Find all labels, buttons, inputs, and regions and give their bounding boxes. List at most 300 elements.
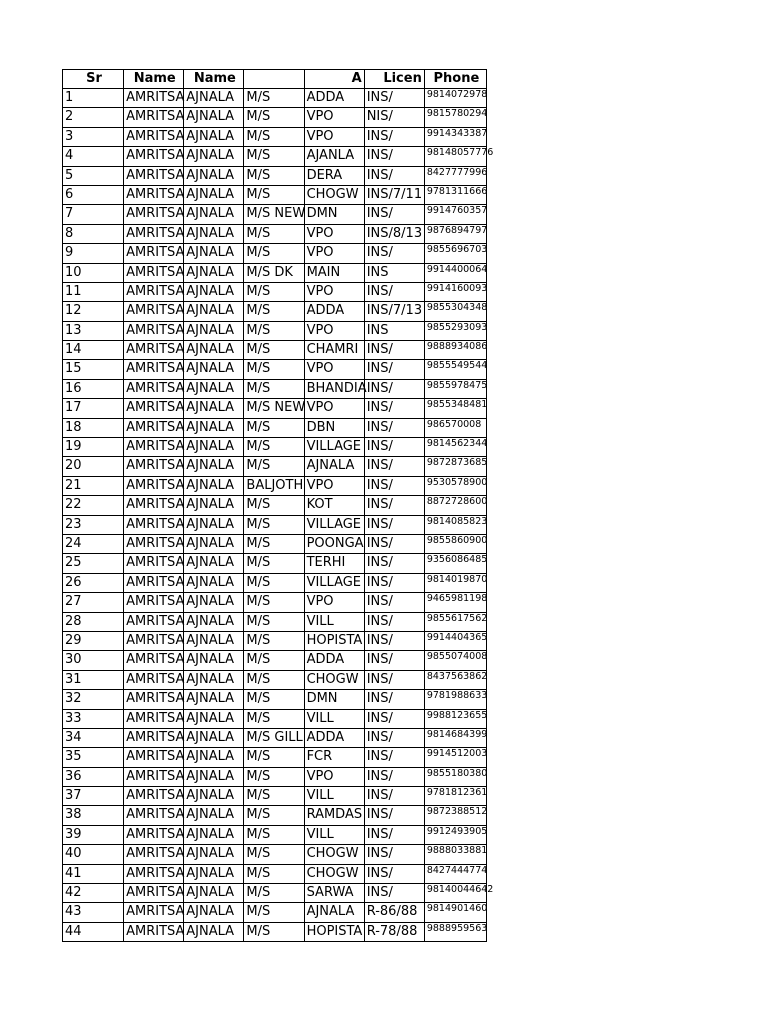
cell-firm: M/S bbox=[244, 302, 304, 321]
cell-phone: 9465981198 bbox=[424, 593, 486, 612]
cell-sr: 16 bbox=[63, 379, 124, 398]
cell-firm: M/S bbox=[244, 922, 304, 941]
cell-phone: 9781988633 bbox=[424, 690, 486, 709]
cell-phone: 9914760357 bbox=[424, 205, 486, 224]
cell-sr: 25 bbox=[63, 554, 124, 573]
cell-licence: R-78/88 bbox=[364, 922, 424, 941]
cell-block: AJNALA bbox=[184, 670, 244, 689]
cell-block: AJNALA bbox=[184, 690, 244, 709]
cell-district: AMRITSA bbox=[124, 341, 184, 360]
cell-licence: R-86/88 bbox=[364, 903, 424, 922]
table-row bbox=[63, 554, 487, 573]
cell-phone: 9888959563 bbox=[424, 922, 486, 941]
cell-block: AJNALA bbox=[184, 127, 244, 146]
table-row bbox=[63, 302, 487, 321]
cell-district: AMRITSA bbox=[124, 321, 184, 340]
cell-licence: INS/ bbox=[364, 884, 424, 903]
cell-licence: INS/8/13 bbox=[364, 224, 424, 243]
cell-block: AJNALA bbox=[184, 244, 244, 263]
cell-firm: M/S bbox=[244, 418, 304, 437]
cell-district: AMRITSA bbox=[124, 612, 184, 631]
cell-district: AMRITSA bbox=[124, 166, 184, 185]
cell-licence: INS/ bbox=[364, 127, 424, 146]
cell-firm: M/S bbox=[244, 903, 304, 922]
cell-district: AMRITSA bbox=[124, 922, 184, 941]
cell-sr: 28 bbox=[63, 612, 124, 631]
cell-firm: M/S bbox=[244, 496, 304, 515]
cell-phone: 9855074008 bbox=[424, 651, 486, 670]
cell-phone: 9914343387 bbox=[424, 127, 486, 146]
cell-block: AJNALA bbox=[184, 476, 244, 495]
cell-sr: 6 bbox=[63, 185, 124, 204]
cell-address: ADDA bbox=[304, 302, 364, 321]
header-firm bbox=[244, 70, 304, 89]
cell-licence: INS/ bbox=[364, 496, 424, 515]
cell-address: VILLAGE bbox=[304, 515, 364, 534]
cell-address: POONGA bbox=[304, 534, 364, 553]
cell-phone: 9781311666 bbox=[424, 185, 486, 204]
table-row bbox=[63, 321, 487, 340]
cell-phone: 9855304348 bbox=[424, 302, 486, 321]
cell-district: AMRITSA bbox=[124, 845, 184, 864]
cell-firm: M/S bbox=[244, 379, 304, 398]
cell-block: AJNALA bbox=[184, 205, 244, 224]
cell-firm: M/S bbox=[244, 806, 304, 825]
cell-address: DMN bbox=[304, 205, 364, 224]
cell-block: AJNALA bbox=[184, 418, 244, 437]
cell-address: VPO bbox=[304, 767, 364, 786]
cell-block: AJNALA bbox=[184, 922, 244, 941]
cell-block: AJNALA bbox=[184, 185, 244, 204]
cell-district: AMRITSA bbox=[124, 825, 184, 844]
header-name-block: Name bbox=[184, 70, 244, 89]
cell-address: VILL bbox=[304, 612, 364, 631]
cell-address: VPO bbox=[304, 321, 364, 340]
cell-block: AJNALA bbox=[184, 534, 244, 553]
cell-licence: INS/ bbox=[364, 244, 424, 263]
cell-firm: M/S bbox=[244, 593, 304, 612]
cell-block: AJNALA bbox=[184, 147, 244, 166]
table-row bbox=[63, 709, 487, 728]
cell-licence: INS/ bbox=[364, 845, 424, 864]
cell-licence: INS/ bbox=[364, 438, 424, 457]
cell-licence: INS/ bbox=[364, 631, 424, 650]
table-row bbox=[63, 787, 487, 806]
cell-sr: 29 bbox=[63, 631, 124, 650]
cell-sr: 44 bbox=[63, 922, 124, 941]
table-row bbox=[63, 341, 487, 360]
cell-phone: 9814562344 bbox=[424, 438, 486, 457]
table-row bbox=[63, 418, 487, 437]
cell-block: AJNALA bbox=[184, 884, 244, 903]
header-name-district: Name bbox=[124, 70, 184, 89]
table-row bbox=[63, 631, 487, 650]
cell-licence: INS/ bbox=[364, 360, 424, 379]
cell-firm: M/S bbox=[244, 864, 304, 883]
cell-licence: INS/ bbox=[364, 651, 424, 670]
cell-address: HOPISTA bbox=[304, 922, 364, 941]
cell-district: AMRITSA bbox=[124, 631, 184, 650]
table-row bbox=[63, 593, 487, 612]
cell-licence: INS/ bbox=[364, 341, 424, 360]
cell-address: DMN bbox=[304, 690, 364, 709]
cell-firm: M/S bbox=[244, 884, 304, 903]
cell-address: RAMDAS bbox=[304, 806, 364, 825]
cell-address: CHAMRI bbox=[304, 341, 364, 360]
cell-licence: INS/ bbox=[364, 612, 424, 631]
cell-address: ADDA bbox=[304, 89, 364, 108]
cell-firm: M/S bbox=[244, 185, 304, 204]
table-row bbox=[63, 515, 487, 534]
cell-district: AMRITSA bbox=[124, 438, 184, 457]
cell-phone: 9855696703 bbox=[424, 244, 486, 263]
cell-address: VPO bbox=[304, 399, 364, 418]
cell-phone: 9876894797 bbox=[424, 224, 486, 243]
cell-firm: M/S bbox=[244, 748, 304, 767]
cell-phone: 98140044642 bbox=[424, 884, 486, 903]
cell-sr: 19 bbox=[63, 438, 124, 457]
cell-sr: 27 bbox=[63, 593, 124, 612]
cell-phone: 9855978475 bbox=[424, 379, 486, 398]
cell-address: KOT bbox=[304, 496, 364, 515]
header-address: A bbox=[304, 70, 364, 89]
cell-firm: M/S bbox=[244, 554, 304, 573]
cell-address: HOPISTA bbox=[304, 631, 364, 650]
cell-block: AJNALA bbox=[184, 302, 244, 321]
table-row bbox=[63, 690, 487, 709]
cell-district: AMRITSA bbox=[124, 360, 184, 379]
cell-firm: M/S NEW bbox=[244, 399, 304, 418]
cell-district: AMRITSA bbox=[124, 89, 184, 108]
cell-block: AJNALA bbox=[184, 399, 244, 418]
cell-district: AMRITSA bbox=[124, 573, 184, 592]
cell-licence: INS/ bbox=[364, 399, 424, 418]
cell-district: AMRITSA bbox=[124, 670, 184, 689]
cell-phone: 8872728600 bbox=[424, 496, 486, 515]
cell-district: AMRITSA bbox=[124, 534, 184, 553]
cell-firm: M/S bbox=[244, 321, 304, 340]
cell-district: AMRITSA bbox=[124, 418, 184, 437]
cell-firm: M/S bbox=[244, 690, 304, 709]
cell-sr: 12 bbox=[63, 302, 124, 321]
table-row bbox=[63, 496, 487, 515]
cell-sr: 39 bbox=[63, 825, 124, 844]
cell-firm: M/S bbox=[244, 147, 304, 166]
cell-sr: 11 bbox=[63, 282, 124, 301]
cell-sr: 20 bbox=[63, 457, 124, 476]
cell-address: VILL bbox=[304, 825, 364, 844]
cell-district: AMRITSA bbox=[124, 399, 184, 418]
cell-firm: M/S bbox=[244, 89, 304, 108]
table-row bbox=[63, 360, 487, 379]
cell-sr: 26 bbox=[63, 573, 124, 592]
cell-sr: 43 bbox=[63, 903, 124, 922]
cell-licence: INS/ bbox=[364, 670, 424, 689]
cell-firm: M/S bbox=[244, 612, 304, 631]
cell-address: VPO bbox=[304, 224, 364, 243]
cell-address: TERHI bbox=[304, 554, 364, 573]
cell-address: DERA bbox=[304, 166, 364, 185]
cell-sr: 42 bbox=[63, 884, 124, 903]
cell-district: AMRITSA bbox=[124, 205, 184, 224]
cell-licence: INS/ bbox=[364, 787, 424, 806]
cell-firm: M/S bbox=[244, 534, 304, 553]
cell-address: VPO bbox=[304, 360, 364, 379]
cell-sr: 32 bbox=[63, 690, 124, 709]
cell-licence: INS/ bbox=[364, 573, 424, 592]
cell-district: AMRITSA bbox=[124, 864, 184, 883]
cell-licence: INS/ bbox=[364, 593, 424, 612]
cell-address: DBN bbox=[304, 418, 364, 437]
cell-block: AJNALA bbox=[184, 263, 244, 282]
cell-phone: 9855549544 bbox=[424, 360, 486, 379]
cell-licence: INS/ bbox=[364, 476, 424, 495]
table-row bbox=[63, 903, 487, 922]
cell-phone: 9814085823 bbox=[424, 515, 486, 534]
cell-phone: 9888033881 bbox=[424, 845, 486, 864]
cell-firm: M/S bbox=[244, 224, 304, 243]
table-row bbox=[63, 205, 487, 224]
cell-block: AJNALA bbox=[184, 787, 244, 806]
table-row bbox=[63, 282, 487, 301]
table-row bbox=[63, 399, 487, 418]
cell-phone: 9530578900 bbox=[424, 476, 486, 495]
cell-licence: INS/7/11 bbox=[364, 185, 424, 204]
cell-address: VPO bbox=[304, 593, 364, 612]
cell-block: AJNALA bbox=[184, 89, 244, 108]
cell-firm: M/S bbox=[244, 651, 304, 670]
cell-phone: 9855293093 bbox=[424, 321, 486, 340]
cell-address: AJNALA bbox=[304, 903, 364, 922]
cell-sr: 24 bbox=[63, 534, 124, 553]
cell-block: AJNALA bbox=[184, 554, 244, 573]
cell-district: AMRITSA bbox=[124, 108, 184, 127]
cell-address: BHANDIA bbox=[304, 379, 364, 398]
table-row bbox=[63, 185, 487, 204]
table-row bbox=[63, 224, 487, 243]
cell-district: AMRITSA bbox=[124, 224, 184, 243]
header-phone: Phone bbox=[424, 70, 486, 89]
cell-block: AJNALA bbox=[184, 224, 244, 243]
cell-firm: M/S bbox=[244, 515, 304, 534]
table-row bbox=[63, 89, 487, 108]
cell-licence: INS/ bbox=[364, 282, 424, 301]
spreadsheet bbox=[62, 69, 494, 942]
cell-block: AJNALA bbox=[184, 108, 244, 127]
cell-licence: INS/ bbox=[364, 709, 424, 728]
cell-firm: M/S bbox=[244, 360, 304, 379]
cell-address: VPO bbox=[304, 282, 364, 301]
cell-district: AMRITSA bbox=[124, 709, 184, 728]
cell-firm: M/S bbox=[244, 341, 304, 360]
cell-block: AJNALA bbox=[184, 845, 244, 864]
table-row bbox=[63, 884, 487, 903]
cell-licence: INS/ bbox=[364, 690, 424, 709]
cell-block: AJNALA bbox=[184, 321, 244, 340]
cell-block: AJNALA bbox=[184, 341, 244, 360]
cell-phone: 9781812361 bbox=[424, 787, 486, 806]
table-row bbox=[63, 438, 487, 457]
cell-licence: INS/ bbox=[364, 728, 424, 747]
cell-block: AJNALA bbox=[184, 282, 244, 301]
table-row bbox=[63, 263, 487, 282]
cell-block: AJNALA bbox=[184, 593, 244, 612]
cell-licence: INS bbox=[364, 263, 424, 282]
cell-district: AMRITSA bbox=[124, 593, 184, 612]
cell-phone: 9914160093 bbox=[424, 282, 486, 301]
table-row bbox=[63, 457, 487, 476]
cell-district: AMRITSA bbox=[124, 147, 184, 166]
cell-firm: M/S bbox=[244, 767, 304, 786]
cell-sr: 40 bbox=[63, 845, 124, 864]
table-row bbox=[63, 670, 487, 689]
cell-address: VILL bbox=[304, 709, 364, 728]
table-row bbox=[63, 147, 487, 166]
cell-sr: 33 bbox=[63, 709, 124, 728]
cell-phone: 9912493905 bbox=[424, 825, 486, 844]
cell-firm: BALJOTH bbox=[244, 476, 304, 495]
table-row bbox=[63, 922, 487, 941]
cell-licence: INS/ bbox=[364, 147, 424, 166]
table-row bbox=[63, 864, 487, 883]
cell-phone: 8437563862 bbox=[424, 670, 486, 689]
cell-district: AMRITSA bbox=[124, 728, 184, 747]
cell-licence: INS/ bbox=[364, 806, 424, 825]
cell-address: AJNALA bbox=[304, 457, 364, 476]
cell-address: FCR bbox=[304, 748, 364, 767]
cell-district: AMRITSA bbox=[124, 884, 184, 903]
cell-district: AMRITSA bbox=[124, 767, 184, 786]
cell-district: AMRITSA bbox=[124, 806, 184, 825]
cell-district: AMRITSA bbox=[124, 185, 184, 204]
cell-firm: M/S bbox=[244, 282, 304, 301]
cell-block: AJNALA bbox=[184, 767, 244, 786]
cell-block: AJNALA bbox=[184, 438, 244, 457]
cell-block: AJNALA bbox=[184, 496, 244, 515]
cell-licence: INS/ bbox=[364, 825, 424, 844]
cell-district: AMRITSA bbox=[124, 496, 184, 515]
cell-sr: 8 bbox=[63, 224, 124, 243]
cell-licence: INS/ bbox=[364, 205, 424, 224]
table-row bbox=[63, 651, 487, 670]
cell-phone: 9814684399 bbox=[424, 728, 486, 747]
cell-block: AJNALA bbox=[184, 864, 244, 883]
table-row bbox=[63, 127, 487, 146]
cell-licence: INS/ bbox=[364, 515, 424, 534]
cell-block: AJNALA bbox=[184, 806, 244, 825]
cell-phone: 9888934086 bbox=[424, 341, 486, 360]
header-row bbox=[63, 70, 487, 89]
cell-firm: M/S bbox=[244, 108, 304, 127]
cell-address: SARWA bbox=[304, 884, 364, 903]
cell-sr: 23 bbox=[63, 515, 124, 534]
cell-block: AJNALA bbox=[184, 631, 244, 650]
cell-licence: NIS/ bbox=[364, 108, 424, 127]
cell-district: AMRITSA bbox=[124, 244, 184, 263]
cell-address: VPO bbox=[304, 244, 364, 263]
cell-district: AMRITSA bbox=[124, 554, 184, 573]
cell-address: CHOGW bbox=[304, 670, 364, 689]
cell-sr: 38 bbox=[63, 806, 124, 825]
cell-district: AMRITSA bbox=[124, 263, 184, 282]
cell-district: AMRITSA bbox=[124, 379, 184, 398]
cell-district: AMRITSA bbox=[124, 787, 184, 806]
cell-firm: M/S bbox=[244, 166, 304, 185]
table-row bbox=[63, 476, 487, 495]
cell-block: AJNALA bbox=[184, 379, 244, 398]
cell-phone: 9855180380 bbox=[424, 767, 486, 786]
cell-sr: 13 bbox=[63, 321, 124, 340]
cell-address: VILLAGE bbox=[304, 573, 364, 592]
cell-block: AJNALA bbox=[184, 360, 244, 379]
cell-licence: INS/ bbox=[364, 457, 424, 476]
cell-address: VPO bbox=[304, 476, 364, 495]
cell-district: AMRITSA bbox=[124, 651, 184, 670]
cell-licence: INS/ bbox=[364, 166, 424, 185]
cell-address: VPO bbox=[304, 108, 364, 127]
cell-licence: INS/ bbox=[364, 379, 424, 398]
cell-district: AMRITSA bbox=[124, 282, 184, 301]
cell-licence: INS/ bbox=[364, 418, 424, 437]
table-row bbox=[63, 108, 487, 127]
cell-sr: 1 bbox=[63, 89, 124, 108]
cell-address: VILL bbox=[304, 787, 364, 806]
table-row bbox=[63, 845, 487, 864]
header-sr: Sr bbox=[63, 70, 124, 89]
cell-phone: 9855348481 bbox=[424, 399, 486, 418]
cell-sr: 17 bbox=[63, 399, 124, 418]
cell-sr: 3 bbox=[63, 127, 124, 146]
cell-sr: 36 bbox=[63, 767, 124, 786]
cell-firm: M/S bbox=[244, 457, 304, 476]
table-row bbox=[63, 806, 487, 825]
cell-address: CHOGW bbox=[304, 864, 364, 883]
table-row bbox=[63, 244, 487, 263]
table-row bbox=[63, 767, 487, 786]
cell-sr: 30 bbox=[63, 651, 124, 670]
cell-phone: 9855860900 bbox=[424, 534, 486, 553]
cell-sr: 10 bbox=[63, 263, 124, 282]
cell-address: VPO bbox=[304, 127, 364, 146]
cell-licence: INS/ bbox=[364, 864, 424, 883]
cell-sr: 22 bbox=[63, 496, 124, 515]
cell-address: MAIN bbox=[304, 263, 364, 282]
cell-address: VILLAGE bbox=[304, 438, 364, 457]
cell-sr: 21 bbox=[63, 476, 124, 495]
cell-phone: 9814072978 bbox=[424, 89, 486, 108]
table-row bbox=[63, 612, 487, 631]
cell-phone: 98148057776 bbox=[424, 147, 486, 166]
cell-block: AJNALA bbox=[184, 651, 244, 670]
table-row bbox=[63, 728, 487, 747]
cell-address: ADDA bbox=[304, 728, 364, 747]
cell-phone: 9914400064 bbox=[424, 263, 486, 282]
cell-block: AJNALA bbox=[184, 903, 244, 922]
cell-address: AJANLA bbox=[304, 147, 364, 166]
header-licence: Licen bbox=[364, 70, 424, 89]
table-row bbox=[63, 534, 487, 553]
cell-phone: 9914512003 bbox=[424, 748, 486, 767]
cell-firm: M/S bbox=[244, 787, 304, 806]
cell-district: AMRITSA bbox=[124, 457, 184, 476]
cell-phone: 9356086485 bbox=[424, 554, 486, 573]
cell-block: AJNALA bbox=[184, 166, 244, 185]
cell-sr: 35 bbox=[63, 748, 124, 767]
cell-phone: 9872388512 bbox=[424, 806, 486, 825]
cell-licence: INS/ bbox=[364, 767, 424, 786]
cell-phone: 9914404365 bbox=[424, 631, 486, 650]
cell-licence: INS/ bbox=[364, 748, 424, 767]
